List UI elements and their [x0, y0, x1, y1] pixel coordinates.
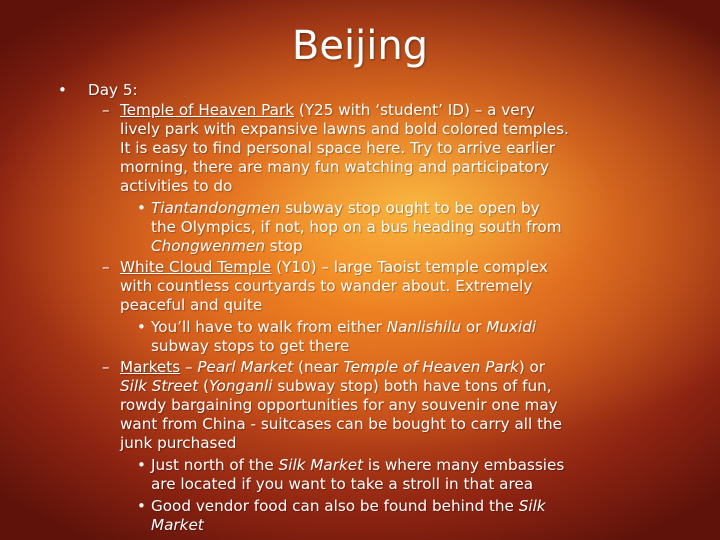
sub-line: are located if you want to take a stroll in that area [151, 475, 534, 493]
em-text: Chongwenmen [151, 237, 265, 255]
section-line: rowdy bargaining opportunities for any souvenir one may [120, 396, 558, 414]
section-line: want from China - suitcases can be bought to carry all the [120, 415, 562, 433]
section-line: morning, there are many fun watching and participatory [120, 158, 549, 176]
sub-text: Just north of the [151, 456, 279, 474]
em-text: Tiantandongmen [151, 199, 281, 217]
slide-title: Beijing [291, 23, 429, 69]
section-line [120, 101, 535, 119]
dash-marker: – [102, 101, 110, 119]
markets-link[interactable]: Markets [120, 358, 181, 376]
section-line: peaceful and quite [120, 296, 263, 314]
white-cloud-temple-link[interactable]: White Cloud Temple [120, 258, 272, 276]
section-line: junk purchased [120, 434, 237, 452]
sub-line: Market [151, 516, 204, 534]
dash-marker: – [102, 358, 110, 376]
bullet-icon: • [137, 456, 146, 474]
section-text: (near [293, 358, 344, 376]
section-text: (Y10) – large Taoist temple complex [271, 258, 548, 276]
section-text: subway stop) both have tons of fun, [272, 377, 552, 395]
section-line [120, 258, 548, 276]
sub-line: subway stops to get there [151, 337, 350, 355]
section-line: lively park with expansive lawns and bold colored temples. [120, 120, 569, 138]
em-text: Silk [518, 497, 546, 515]
section-line: with countless courtyards to wander about. Extremely [120, 277, 533, 295]
section-line: It is easy to find personal space here. Try to arrive earlier [120, 139, 556, 157]
sub-line [151, 318, 536, 336]
sub-text: or [461, 318, 487, 336]
sub-line [151, 237, 303, 255]
sub-text: Good vendor food can also be found behind the [151, 497, 519, 515]
em-text: Yonganli [208, 377, 273, 395]
bullet-icon: • [137, 497, 146, 515]
em-text: Pearl Market [197, 358, 294, 376]
em-text: Silk Street [120, 377, 199, 395]
section-text: ( [198, 377, 209, 395]
bullet-icon: • [137, 199, 146, 217]
sub-line [151, 199, 540, 217]
section-text: (Y25 with ‘student’ ID) – a very [294, 101, 535, 119]
bullet-icon: • [58, 81, 67, 99]
bullet-icon: • [137, 318, 146, 336]
section-line [120, 358, 545, 376]
sub-line: the Olympics, if not, hop on a bus heading south from [151, 218, 562, 236]
em-text: Nanlishilu [386, 318, 462, 336]
section-line [120, 377, 552, 395]
sub-text: You’ll have to walk from either [151, 318, 387, 336]
sub-line [151, 497, 546, 515]
sub-text: stop [264, 237, 303, 255]
em-text: Muxidi [486, 318, 537, 336]
sub-text: is where many embassies [363, 456, 565, 474]
temple-of-heaven-link[interactable]: Temple of Heaven Park [120, 101, 295, 119]
section-text: – [180, 358, 198, 376]
em-text: Silk Market [278, 456, 364, 474]
day-heading: Day 5: [88, 81, 138, 99]
em-text: Temple of Heaven Park [343, 358, 519, 376]
section-line: activities to do [120, 177, 233, 195]
sub-line [151, 456, 564, 474]
sub-text: subway stop ought to be open by [280, 199, 540, 217]
dash-marker: – [102, 258, 110, 276]
section-text: ) or [518, 358, 546, 376]
